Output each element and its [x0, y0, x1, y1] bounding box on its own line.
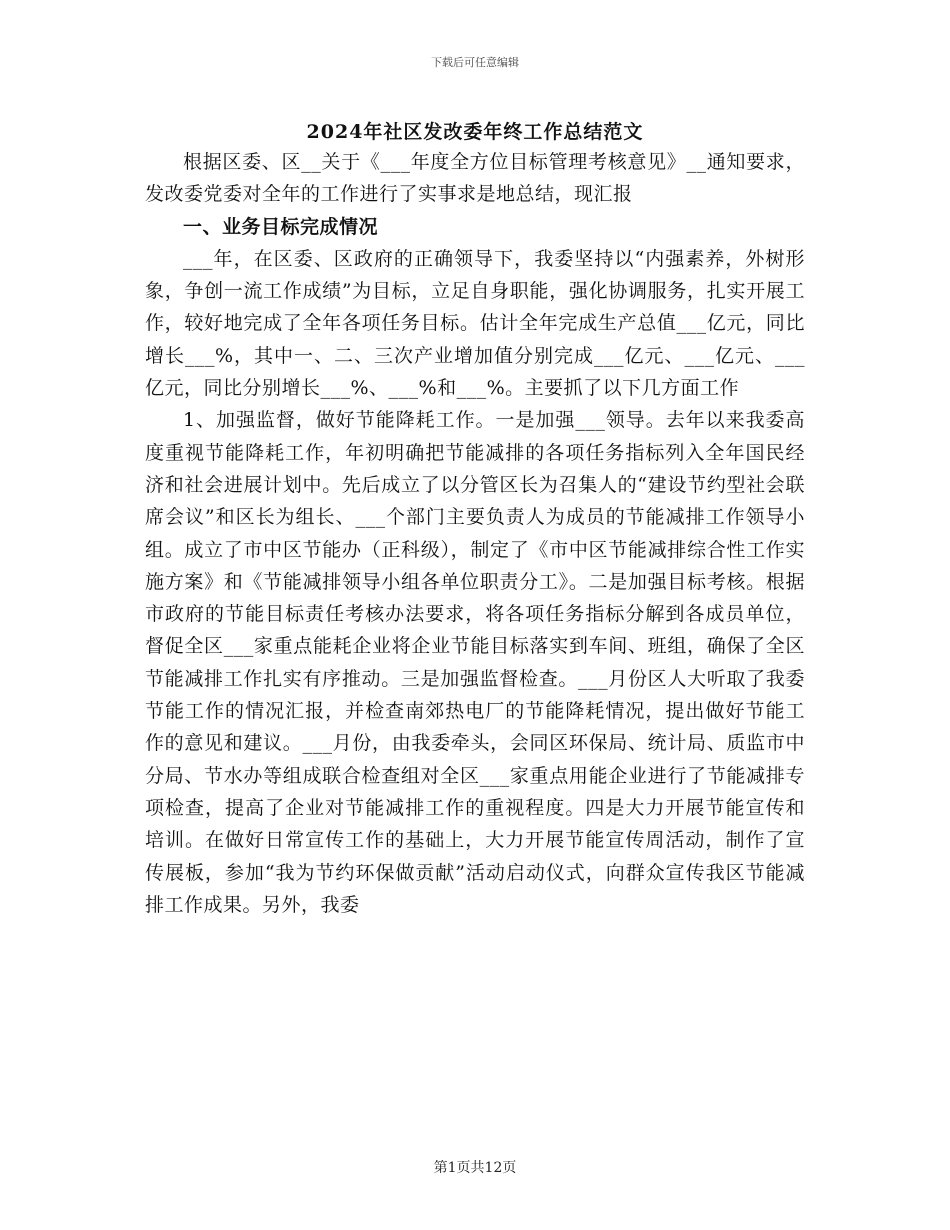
body-paragraph: ___年，在区委、区政府的正确领导下，我委坚持以“内强素养，外树形象，争创一流工作成绩”为目标，立足自身职能，强化协调服务，扎实开展工作，较好地完成了全年各项任务目标。估计全年完成生产总值___亿元，同比增长___%，其中一、二、三次产业增加值分别完成___亿元、___亿元、___亿元，同比分别增长___%、___%和___%。主要抓了以下几方面工作	[145, 247, 805, 400]
body-paragraph: 1、加强监督，做好节能降耗工作。一是加强___领导。去年以来我委高度重视节能降耗工作，年初明确把节能减排的各项任务指标列入全年国民经济和社会进展计划中。先后成立了以分管区长为召集人的“建设节约型社会联席会议”和区长为组长、___个部门主要负责人为成员的节能减排工作领导小组。成立了市中区节能办（正科级），制定了《市中区节能减排综合性工作实施方案》和《节能减排领导小组各单位职责分工》。二是加强目标考核。根据市政府的节能目标责任考核办法要求，将各项任务指标分解到各成员单位，督促全区___家重点能耗企业将企业节能目标落实到车间、班组，确保了全区节能减排工作扎实有序推动。三是加强监督检查。___月份区人大听取了我委节能工作的情况汇报，并检查南郊热电厂的节能降耗情况，提出做好节能工作的意见和建议。___月份，由我委牵头，会同区环保局、统计局、质监市中分局、节水办等组成联合检查组对全区___家重点用能企业进行了节能减排专项检查，提高了企业对节能减排工作的重视程度。四是大力开展节能宣传和培训。在做好日常宣传工作的基础上，大力开展节能宣传周活动，制作了宣传展板，参加“我为节约环保做贡献”活动启动仪式，向群众宣传我区节能减排工作成果。另外，我委	[145, 409, 805, 916]
page-footer-number: 第1页共12页	[433, 1160, 517, 1176]
page-header-note: 下载后可任意编辑	[431, 56, 519, 69]
section-heading: 一、业务目标完成情况	[183, 215, 379, 238]
document-body	[145, 146, 805, 921]
intro-paragraph: 根据区委、区__关于《___年度全方位目标管理考核意见》__通知要求，发改委党委对全年的工作进行了实事求是地总结，现汇报	[145, 151, 805, 206]
document-title: 2024年社区发改委年终工作总结范文	[306, 121, 644, 143]
